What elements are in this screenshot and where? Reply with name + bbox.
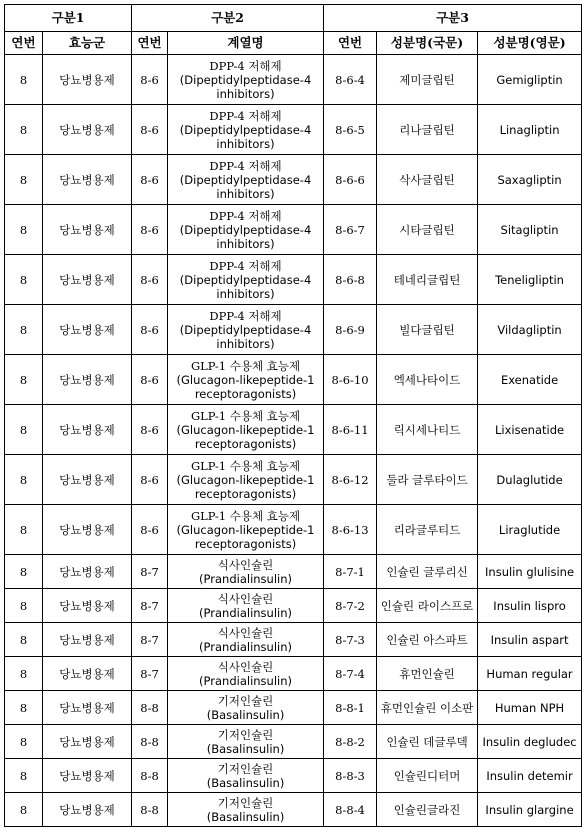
cell-efficacy-group: 당뇨병용제: [43, 555, 132, 589]
cell-no1: 8: [5, 155, 43, 205]
class-name-en: (Glucagon-likepeptide-1 receptoragonists): [176, 372, 315, 401]
class-name-ko: DPP-4 저해제: [209, 108, 282, 123]
cell-no1: 8: [5, 657, 43, 691]
group-header-1: 구분1: [5, 5, 132, 32]
cell-no1: 8: [5, 759, 43, 793]
table-row: [5, 105, 582, 155]
cell-ingredient-en: Insulin degludec: [478, 725, 582, 759]
class-name-en: (Glucagon-likepeptide-1 receptoragonists): [176, 472, 315, 501]
cell-no3: 8-6-9: [324, 305, 377, 355]
cell-no3: 8-8-1: [324, 691, 377, 725]
cell-ingredient-en: Linagliptin: [478, 105, 582, 155]
cell-no2: 8-7: [132, 555, 168, 589]
cell-no1: 8: [5, 555, 43, 589]
cell-ingredient-ko: 엑세나타이드: [377, 355, 478, 405]
class-name-ko: 기저인슐린: [217, 727, 274, 742]
cell-ingredient-en: Sitagliptin: [478, 205, 582, 255]
cell-ingredient-ko: 빌다글립틴: [377, 305, 478, 355]
cell-ingredient-ko: 인슐린 라이스프로: [377, 589, 478, 623]
cell-efficacy-group: 당뇨병용제: [43, 55, 132, 105]
cell-ingredient-ko: 리라글루티드: [377, 505, 478, 555]
cell-efficacy-group: 당뇨병용제: [43, 725, 132, 759]
cell-no1: 8: [5, 405, 43, 455]
cell-no1: 8: [5, 205, 43, 255]
cell-no3: 8-6-11: [324, 405, 377, 455]
col-header-ingredient-en: 성분명(영문): [478, 32, 582, 55]
cell-no2: 8-6: [132, 505, 168, 555]
cell-ingredient-en: Insulin glulisine: [478, 555, 582, 589]
cell-no3: 8-8-4: [324, 793, 377, 827]
class-name-en: (Basalinsulin): [206, 775, 285, 790]
table-row: [5, 623, 582, 657]
class-name-en: (Dipeptidylpeptidase-4 inhibitors): [179, 72, 312, 101]
cell-ingredient-ko: 둘라 글루타이드: [377, 455, 478, 505]
class-name-en: (Glucagon-likepeptide-1 receptoragonists): [176, 522, 315, 551]
cell-no3: 8-6-13: [324, 505, 377, 555]
cell-ingredient-en: Gemigliptin: [478, 55, 582, 105]
class-name-ko: 식사인슐린: [217, 557, 274, 572]
cell-no3: 8-6-5: [324, 105, 377, 155]
cell-ingredient-ko: 휴먼인슐린 이소판: [377, 691, 478, 725]
col-header-no1: 연번: [5, 32, 43, 55]
cell-no2: 8-8: [132, 759, 168, 793]
cell-ingredient-ko: 인슐린글라진: [377, 793, 478, 827]
class-name-ko: 식사인슐린: [217, 591, 274, 606]
cell-no3: 8-6-8: [324, 255, 377, 305]
class-name-en: (Prandialinsulin): [199, 639, 292, 654]
cell-no2: 8-6: [132, 155, 168, 205]
cell-ingredient-ko: 휴먼인슐린: [377, 657, 478, 691]
cell-ingredient-en: Lixisenatide: [478, 405, 582, 455]
cell-no1: 8: [5, 691, 43, 725]
cell-class-name: [168, 355, 324, 405]
class-name-ko: DPP-4 저해제: [209, 308, 282, 323]
header-column-row: [5, 32, 582, 55]
table-row: [5, 691, 582, 725]
cell-no2: 8-6: [132, 105, 168, 155]
cell-class-name: [168, 725, 324, 759]
cell-ingredient-ko: 인슐린 글루리신: [377, 555, 478, 589]
class-name-ko: GLP-1 수용체 효능제: [190, 358, 301, 373]
cell-efficacy-group: 당뇨병용제: [43, 623, 132, 657]
drug-classification-table: [4, 4, 582, 827]
table-row: [5, 305, 582, 355]
cell-class-name: [168, 105, 324, 155]
cell-no1: 8: [5, 505, 43, 555]
cell-no1: 8: [5, 255, 43, 305]
cell-no1: 8: [5, 105, 43, 155]
col-header-no3: 연번: [324, 32, 377, 55]
table-row: [5, 793, 582, 827]
cell-class-name: [168, 405, 324, 455]
cell-no2: 8-6: [132, 205, 168, 255]
cell-ingredient-en: Vildagliptin: [478, 305, 582, 355]
cell-ingredient-en: Human NPH: [478, 691, 582, 725]
cell-class-name: [168, 759, 324, 793]
cell-no3: 8-7-2: [324, 589, 377, 623]
cell-efficacy-group: 당뇨병용제: [43, 455, 132, 505]
cell-no2: 8-6: [132, 55, 168, 105]
class-name-ko: 기저인슐린: [217, 761, 274, 776]
cell-ingredient-ko: 테네리글립틴: [377, 255, 478, 305]
class-name-ko: DPP-4 저해제: [209, 208, 282, 223]
class-name-en: (Dipeptidylpeptidase-4 inhibitors): [179, 222, 312, 251]
class-name-ko: DPP-4 저해제: [209, 258, 282, 273]
cell-ingredient-ko: 삭사글립틴: [377, 155, 478, 205]
cell-no1: 8: [5, 55, 43, 105]
class-name-ko: 식사인슐린: [217, 625, 274, 640]
cell-efficacy-group: 당뇨병용제: [43, 355, 132, 405]
cell-efficacy-group: 당뇨병용제: [43, 759, 132, 793]
cell-ingredient-en: Insulin detemir: [478, 759, 582, 793]
cell-no3: 8-8-3: [324, 759, 377, 793]
cell-class-name: [168, 657, 324, 691]
group-header-2: 구분2: [132, 5, 324, 32]
cell-no3: 8-7-3: [324, 623, 377, 657]
cell-ingredient-en: Human regular: [478, 657, 582, 691]
cell-no2: 8-7: [132, 657, 168, 691]
cell-ingredient-ko: 인슐린 데글루덱: [377, 725, 478, 759]
cell-efficacy-group: 당뇨병용제: [43, 589, 132, 623]
table-row: [5, 405, 582, 455]
class-name-en: (Dipeptidylpeptidase-4 inhibitors): [179, 272, 312, 301]
table-row: [5, 725, 582, 759]
cell-ingredient-ko: 시타글립틴: [377, 205, 478, 255]
cell-efficacy-group: 당뇨병용제: [43, 691, 132, 725]
table-body: [5, 55, 582, 827]
class-name-ko: 식사인슐린: [217, 659, 274, 674]
cell-no1: 8: [5, 355, 43, 405]
cell-no1: 8: [5, 623, 43, 657]
table-row: [5, 505, 582, 555]
table-row: [5, 455, 582, 505]
cell-class-name: [168, 589, 324, 623]
cell-ingredient-ko: 인슐린 아스파트: [377, 623, 478, 657]
cell-class-name: [168, 691, 324, 725]
cell-no3: 8-6-7: [324, 205, 377, 255]
col-header-class-name: 계열명: [168, 32, 324, 55]
class-name-en: (Prandialinsulin): [199, 571, 292, 586]
cell-no3: 8-8-2: [324, 725, 377, 759]
class-name-ko: GLP-1 수용체 효능제: [190, 508, 301, 523]
cell-efficacy-group: 당뇨병용제: [43, 255, 132, 305]
cell-no2: 8-6: [132, 455, 168, 505]
table-row: [5, 55, 582, 105]
cell-ingredient-en: Liraglutide: [478, 505, 582, 555]
class-name-en: (Prandialinsulin): [199, 605, 292, 620]
cell-ingredient-ko: 릭시세나티드: [377, 405, 478, 455]
cell-no2: 8-6: [132, 255, 168, 305]
class-name-ko: GLP-1 수용체 효능제: [190, 408, 301, 423]
class-name-en: (Prandialinsulin): [199, 673, 292, 688]
class-name-en: (Basalinsulin): [206, 809, 285, 824]
cell-ingredient-en: Exenatide: [478, 355, 582, 405]
col-header-no2: 연번: [132, 32, 168, 55]
class-name-en: (Dipeptidylpeptidase-4 inhibitors): [179, 172, 312, 201]
cell-ingredient-en: Saxagliptin: [478, 155, 582, 205]
cell-class-name: [168, 55, 324, 105]
cell-efficacy-group: 당뇨병용제: [43, 205, 132, 255]
cell-class-name: [168, 623, 324, 657]
table-row: [5, 205, 582, 255]
table-header: [5, 5, 582, 55]
cell-efficacy-group: 당뇨병용제: [43, 105, 132, 155]
table-row: [5, 589, 582, 623]
cell-no3: 8-6-4: [324, 55, 377, 105]
cell-no1: 8: [5, 589, 43, 623]
cell-class-name: [168, 205, 324, 255]
cell-ingredient-ko: 리나글립틴: [377, 105, 478, 155]
cell-no1: 8: [5, 793, 43, 827]
table-row: [5, 759, 582, 793]
cell-ingredient-en: Insulin aspart: [478, 623, 582, 657]
class-name-ko: 기저인슐린: [217, 795, 274, 810]
cell-no1: 8: [5, 305, 43, 355]
cell-no2: 8-6: [132, 405, 168, 455]
cell-efficacy-group: 당뇨병용제: [43, 657, 132, 691]
class-name-ko: 기저인슐린: [217, 693, 274, 708]
cell-no2: 8-6: [132, 355, 168, 405]
header-group-row: [5, 5, 582, 32]
cell-no2: 8-8: [132, 691, 168, 725]
cell-class-name: [168, 305, 324, 355]
cell-class-name: [168, 155, 324, 205]
cell-ingredient-ko: 제미글립틴: [377, 55, 478, 105]
cell-ingredient-en: Insulin lispro: [478, 589, 582, 623]
group-header-3: 구분3: [324, 5, 582, 32]
cell-ingredient-ko: 인슐린디터머: [377, 759, 478, 793]
cell-no2: 8-6: [132, 305, 168, 355]
cell-class-name: [168, 505, 324, 555]
class-name-en: (Basalinsulin): [206, 741, 285, 756]
cell-class-name: [168, 555, 324, 589]
cell-no2: 8-8: [132, 793, 168, 827]
cell-no2: 8-8: [132, 725, 168, 759]
table-row: [5, 255, 582, 305]
cell-efficacy-group: 당뇨병용제: [43, 505, 132, 555]
table-row: [5, 555, 582, 589]
cell-class-name: [168, 255, 324, 305]
cell-efficacy-group: 당뇨병용제: [43, 305, 132, 355]
cell-no3: 8-6-10: [324, 355, 377, 405]
cell-no1: 8: [5, 455, 43, 505]
cell-no1: 8: [5, 725, 43, 759]
class-name-en: (Basalinsulin): [206, 707, 285, 722]
class-name-en: (Glucagon-likepeptide-1 receptoragonists): [176, 422, 315, 451]
cell-no3: 8-6-6: [324, 155, 377, 205]
cell-ingredient-en: Dulaglutide: [478, 455, 582, 505]
cell-ingredient-en: Teneligliptin: [478, 255, 582, 305]
col-header-ingredient-ko: 성분명(국문): [377, 32, 478, 55]
cell-efficacy-group: 당뇨병용제: [43, 793, 132, 827]
table-row: [5, 355, 582, 405]
class-name-en: (Dipeptidylpeptidase-4 inhibitors): [179, 322, 312, 351]
class-name-ko: DPP-4 저해제: [209, 58, 282, 73]
class-name-ko: DPP-4 저해제: [209, 158, 282, 173]
cell-ingredient-en: Insulin glargine: [478, 793, 582, 827]
cell-class-name: [168, 455, 324, 505]
table-row: [5, 155, 582, 205]
cell-efficacy-group: 당뇨병용제: [43, 405, 132, 455]
cell-no3: 8-6-12: [324, 455, 377, 505]
cell-no3: 8-7-1: [324, 555, 377, 589]
cell-no2: 8-7: [132, 589, 168, 623]
class-name-en: (Dipeptidylpeptidase-4 inhibitors): [179, 122, 312, 151]
cell-no3: 8-7-4: [324, 657, 377, 691]
table-row: [5, 657, 582, 691]
class-name-ko: GLP-1 수용체 효능제: [190, 458, 301, 473]
cell-efficacy-group: 당뇨병용제: [43, 155, 132, 205]
cell-no2: 8-7: [132, 623, 168, 657]
col-header-efficacy-group: 효능군: [43, 32, 132, 55]
cell-class-name: [168, 793, 324, 827]
